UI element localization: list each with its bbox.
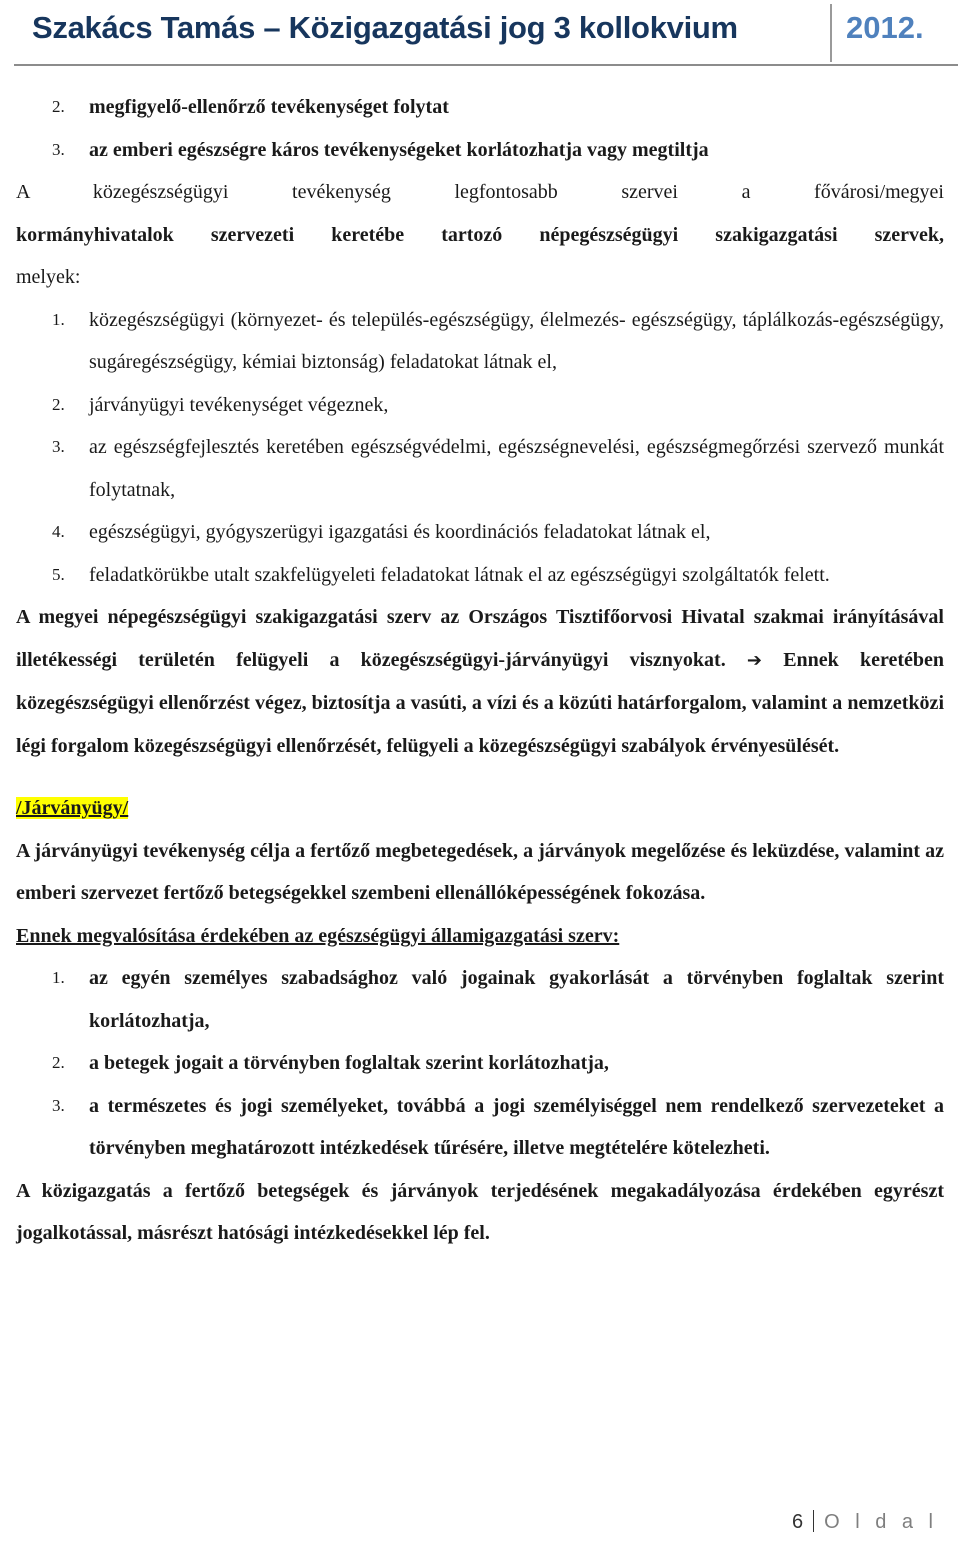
arrow-right-icon: ➔ <box>746 649 762 671</box>
list-number: 2. <box>52 1053 65 1072</box>
list-item <box>16 384 944 427</box>
list-item <box>16 1085 944 1170</box>
header-separator <box>830 4 832 62</box>
list-item <box>16 511 944 554</box>
list-number: 3. <box>52 139 65 159</box>
list-text: az egészségfejlesztés keretében egészségvédelmi, egészségnevelési, egészségmegőrzési szervező munkát folytatnak, <box>89 436 944 501</box>
paragraph-part: A megyei népegészségügyi szakigazgatási szerv az Országos Tisztifőorvosi Hivatal szakmai irányításával illetékességi területén felügyeli a közegészségügyi-járványügyi visznyokat. <box>16 606 944 671</box>
list-item <box>16 1042 944 1085</box>
list-number: 1. <box>52 309 65 329</box>
list-item <box>16 957 944 1042</box>
list-text: egészségügyi, gyógyszerügyi igazgatási és koordinációs feladatokat látnak el, <box>89 521 711 543</box>
list-text: a betegek jogait a törvényben foglaltak szerint korlátozhatja, <box>89 1052 609 1074</box>
header-title: Szakács Tamás – Közigazgatási jog 3 kollokvium <box>32 10 738 45</box>
subheading: Ennek megvalósítása érdekében az egészségügyi államigazgatási szerv: <box>16 924 620 947</box>
list-text: a természetes és jogi személyeket, továbbá a jogi személyiséggel nem rendelkező szervezeteket a törvényben meghatározott intézkedések tűrésére, illetve megtételére kötelezheti. <box>89 1094 944 1159</box>
header-rule <box>14 64 958 66</box>
paragraph-line: A közegészségügyi tevékenység legfontosabb szervei a fővárosi/megyei <box>16 181 944 203</box>
list-item <box>16 426 944 511</box>
list-number: 2. <box>52 394 65 414</box>
list-number: 4. <box>52 522 65 541</box>
spacer <box>16 767 944 787</box>
footer-separator <box>813 1510 814 1532</box>
list-number: 3. <box>52 1095 65 1115</box>
list-item <box>16 86 944 129</box>
paragraph-line: kormányhivatalok szervezeti keretébe tartozó népegészségügyi szakigazgatási szervek, <box>16 223 944 246</box>
list-text: feladatkörükbe utalt szakfelügyeleti feladatokat látnak el az egészségügyi szolgáltatók felett. <box>89 563 830 586</box>
paragraph: A járványügyi tevékenység célja a fertőző megbetegedések, a járványok megelőzése és leküzdése, valamint az emberi szervezet fertőző betegségekkel szembeni ellenállóképességének fokozása. <box>16 839 944 904</box>
page-label: O l d a l <box>824 1511 938 1533</box>
page-footer <box>792 1510 938 1534</box>
section-title <box>16 787 944 830</box>
list-text: közegészségügyi (környezet- és település-egészségügy, élelmezés- egészségügy, táplálkozás-egészségügy, sugáregészségügy, kémiai biztonság) feladatokat látnak el, <box>89 308 944 373</box>
paragraph-line: melyek: <box>16 266 81 288</box>
list-item <box>16 129 944 172</box>
list-number: 3. <box>52 437 65 456</box>
list-number: 5. <box>52 564 65 584</box>
list-number: 1. <box>52 968 65 987</box>
list-text: az egyén személyes szabadsághoz való jogainak gyakorlását a törvényben foglaltak szerint korlátozhatja, <box>89 967 944 1032</box>
document-body <box>16 86 944 1255</box>
section-title-text: /Járványügy/ <box>16 797 129 819</box>
list-text: járványügyi tevékenységet végeznek, <box>89 393 389 416</box>
list-number: 2. <box>52 97 65 116</box>
header-year: 2012. <box>846 10 924 45</box>
list-item <box>16 554 944 597</box>
list-text: megfigyelő-ellenőrző tevékenységet folytat <box>89 96 449 118</box>
page-header <box>0 0 960 64</box>
page-number: 6 <box>791 1511 804 1533</box>
list-text: az emberi egészségre káros tevékenységeket korlátozhatja vagy megtiltja <box>89 138 709 161</box>
paragraph <box>16 596 944 767</box>
list-item <box>16 299 944 384</box>
paragraph-part: Ennek keretében közegészségügyi ellenőrzést végez, biztosítja a vasúti, a vízi és a közúti határforgalom, valamint a nemzetközi légi forgalom közegészségügyi ellenőrzését, felügyeli a közegészségügyi szabályok érvényesülését. <box>16 648 945 757</box>
paragraph: A közigazgatás a fertőző betegségek és járványok terjedésének megakadályozása érdekében egyrészt jogalkotással, másrészt hatósági intézkedésekkel lép fel. <box>16 1179 944 1244</box>
